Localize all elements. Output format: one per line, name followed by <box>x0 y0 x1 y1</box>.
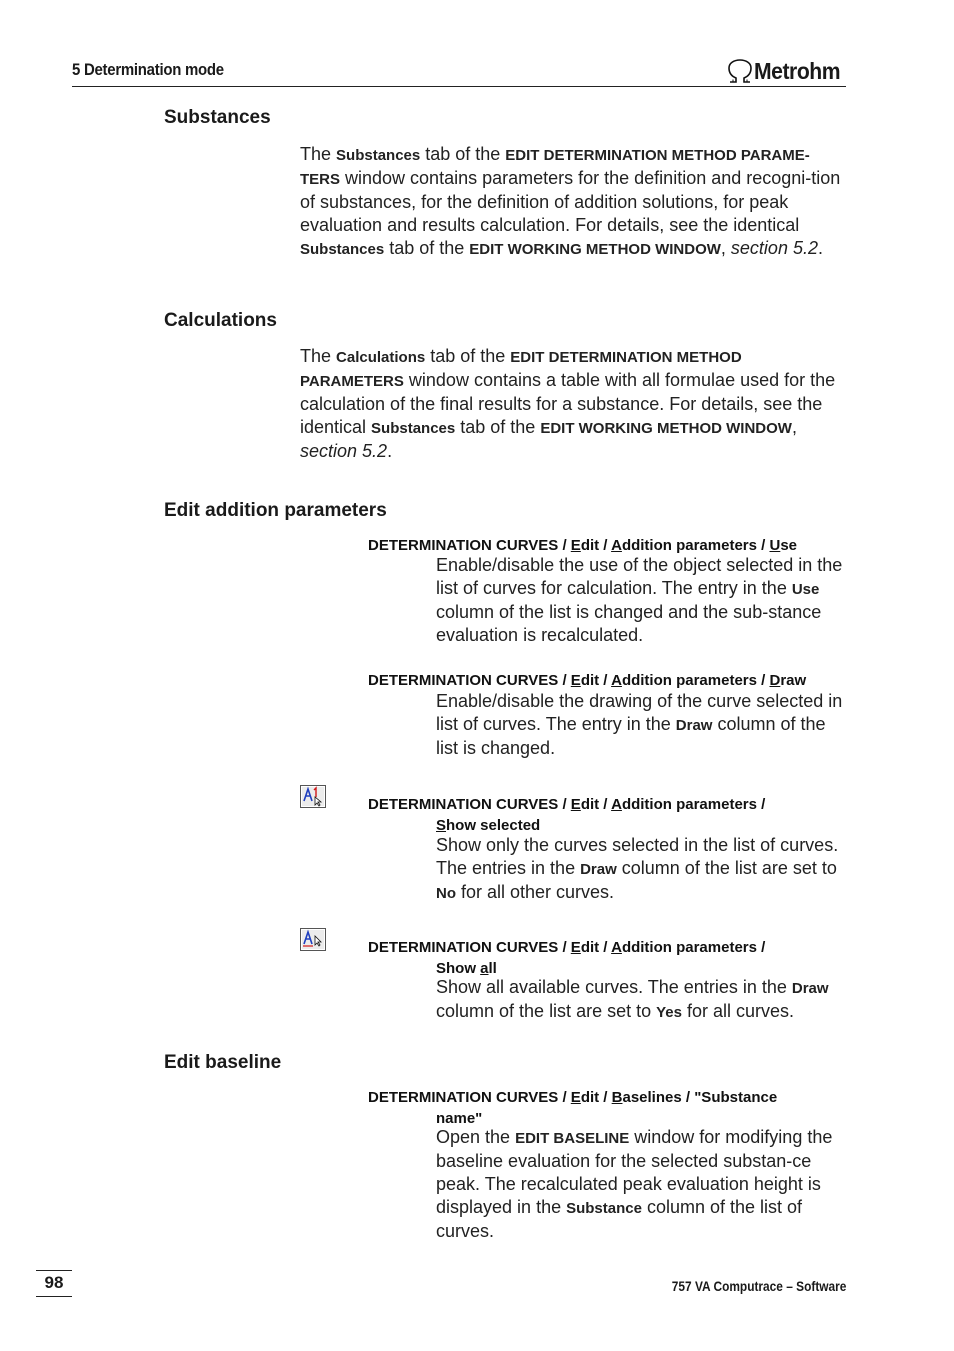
omega-logo-icon <box>726 58 754 84</box>
show-selected-description: Show only the curves selected in the list of curves. The entries in the Draw column of the list are set to No for all other curves. <box>436 835 839 902</box>
chapter-title: 5 Determination mode <box>72 60 224 79</box>
metrohm-logo <box>726 56 848 86</box>
heading-edit-baseline: Edit baseline <box>164 1052 282 1073</box>
calculations-paragraph: The Calculations tab of the EDIT DETERMINATION METHOD PARAMETERS window contains a table with all formulae used for the calculation of the final results for a substance. For details, see the identical Substances tab of the EDIT WORKING METHOD WINDOW, section 5.2. <box>300 346 836 461</box>
show-all-icon[interactable] <box>300 928 326 951</box>
show-selected-icon[interactable] <box>300 785 326 808</box>
logo-wordmark: Metrohm <box>754 57 841 84</box>
draw-description: Enable/disable the drawing of the curve selected in list of curves. The entry in the Draw column of the list is changed. <box>436 691 843 758</box>
menu-path-use: DETERMINATION CURVES / Edit / Addition parameters / Use <box>368 537 798 554</box>
menu-path-show-all: DETERMINATION CURVES / Edit / Addition parameters / Show all <box>368 939 766 977</box>
heading-edit-addition-parameters: Edit addition parameters <box>164 500 387 521</box>
menu-path-baselines: DETERMINATION CURVES / Edit / Baselines / "Substance name" <box>368 1089 778 1127</box>
heading-substances: Substances <box>164 107 271 128</box>
product-name: 757 VA Computrace – Software <box>671 1278 846 1294</box>
substances-paragraph: The Substances tab of the EDIT DETERMINATION METHOD PARAME-TERS window contains parameters for the definition and recogni-tion of substances, for the definition of addition solutions, for peak evaluation and results calculation. For details, see the identical Substances tab of the EDIT WORKING METHOD WINDOW, section 5.2. <box>300 144 841 258</box>
edit-baseline-description: Open the EDIT BASELINE window for modifying the baseline evaluation for the selected substan-ce peak. The recalculated peak evaluation height is displayed in the Substance column of the list of curves. <box>436 1127 833 1241</box>
menu-path-show-selected: DETERMINATION CURVES / Edit / Addition parameters / Show selected <box>368 796 766 834</box>
heading-calculations: Calculations <box>164 310 277 331</box>
header-rule <box>72 86 846 87</box>
use-description: Enable/disable the use of the object selected in the list of curves for calculation. The entry in the Use column of the list is changed and the sub-stance evaluation is recalculated. <box>436 555 843 645</box>
menu-path-draw: DETERMINATION CURVES / Edit / Addition parameters / Draw <box>368 672 807 689</box>
page-number: 98 <box>36 1270 72 1297</box>
show-all-description: Show all available curves. The entries in the Draw column of the list are set to Yes for all curves. <box>436 977 829 1021</box>
